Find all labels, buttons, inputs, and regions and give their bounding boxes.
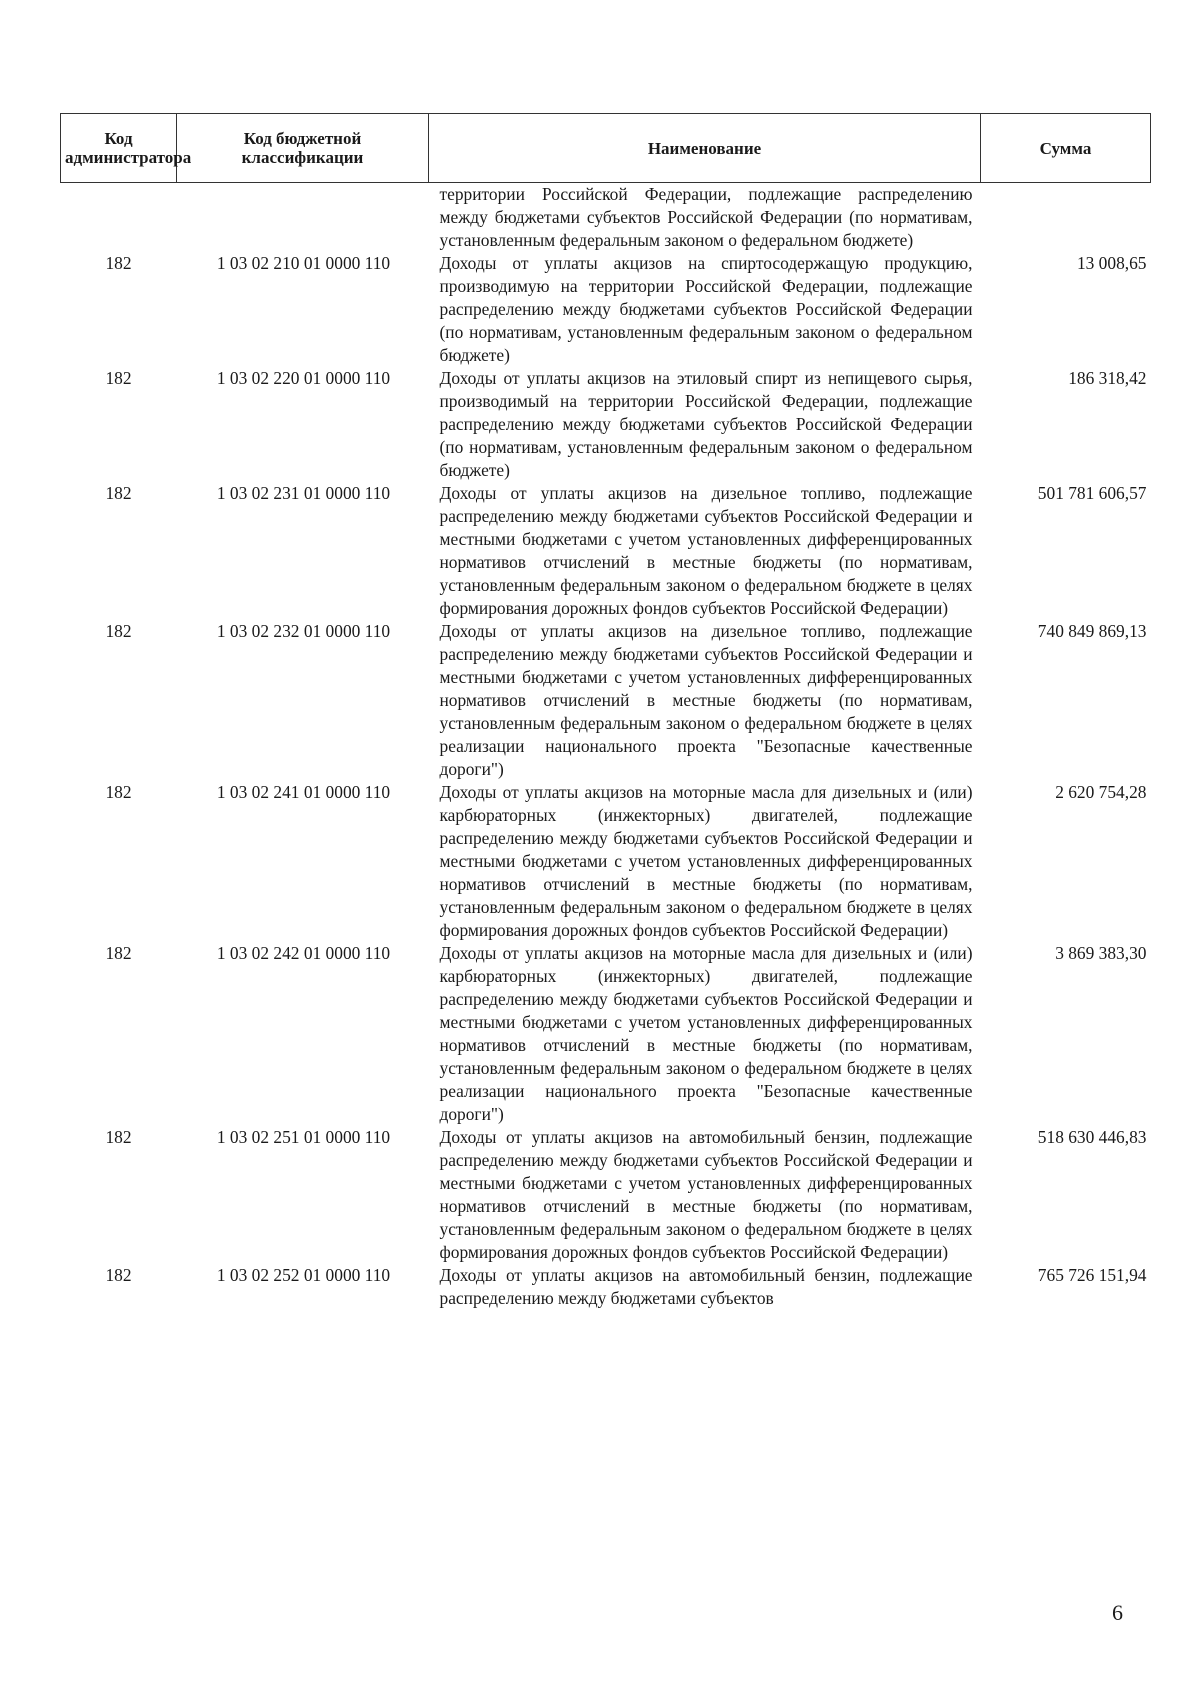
sum-cell <box>981 183 1151 253</box>
table-header <box>61 114 1151 183</box>
kbk-cell: 1 03 02 251 01 0000 110 <box>216 1127 391 1147</box>
admin-code-cell: 182 <box>105 782 132 802</box>
admin-code-cell <box>61 183 177 253</box>
sum-cell: 3 869 383,30 <box>1055 943 1147 963</box>
kbk-cell <box>177 183 429 253</box>
admin-code-cell: 182 <box>105 368 132 388</box>
table-row <box>61 252 1151 367</box>
name-cell: Доходы от уплаты акцизов на моторные масла для дизельных и (или) карбюраторных (инжекторных) двигателей, подлежащие распределению между бюджетами субъектов Российской Федерации и местными бюджетами с учетом установленных дифференцированных нормативов отчислений в местные бюджеты (по нормативам, установленным федеральным законом о федеральном бюджете в целях реализации национального проекта "Безопасные качественные дороги") <box>439 943 973 1124</box>
admin-code-cell: 182 <box>105 943 132 963</box>
name-cell: Доходы от уплаты акцизов на спиртосодержащую продукцию, производимую на территории Российской Федерации, подлежащие распределению между бюджетами субъектов Российской Федерации (по нормативам, установленным федеральным законом о федеральном бюджете) <box>439 253 973 365</box>
sum-cell: 501 781 606,57 <box>1037 483 1147 503</box>
admin-code-cell: 182 <box>105 483 132 503</box>
table-row <box>61 482 1151 620</box>
header-name: Наименование <box>429 114 981 183</box>
table-row <box>61 942 1151 1126</box>
kbk-cell: 1 03 02 210 01 0000 110 <box>216 253 391 273</box>
table-row <box>61 1264 1151 1310</box>
kbk-cell: 1 03 02 241 01 0000 110 <box>216 782 391 802</box>
name-cell: Доходы от уплаты акцизов на моторные масла для дизельных и (или) карбюраторных (инжекторных) двигателей, подлежащие распределению между бюджетами субъектов Российской Федерации и местными бюджетами с учетом установленных дифференцированных нормативов отчислений в местные бюджеты (по нормативам, установленным федеральным законом о федеральном бюджете в целях формирования дорожных фондов субъектов Российской Федерации) <box>439 782 973 940</box>
kbk-cell: 1 03 02 220 01 0000 110 <box>216 368 391 388</box>
name-cell: Доходы от уплаты акцизов на автомобильный бензин, подлежащие распределению между бюджетами субъектов Российской Федерации и местными бюджетами с учетом установленных дифференцированных нормативов отчислений в местные бюджеты (по нормативам, установленным федеральным законом о федеральном бюджете в целях формирования дорожных фондов субъектов Российской Федерации) <box>439 1127 973 1262</box>
admin-code-cell: 182 <box>105 1265 132 1285</box>
name-cell: Доходы от уплаты акцизов на этиловый спирт из непищевого сырья, производимый на территории Российской Федерации, подлежащие распределению между бюджетами субъектов Российской Федерации (по нормативам, установленным федеральным законом о федеральном бюджете) <box>439 368 973 480</box>
table-row-continuation <box>61 183 1151 253</box>
name-cell: территории Российской Федерации, подлежащие распределению между бюджетами субъектов Российской Федерации (по нормативам, установленным федеральным законом о федеральном бюджете) <box>439 184 973 250</box>
header-admin-code: Код администратора <box>61 114 177 183</box>
table-body <box>61 183 1151 1311</box>
kbk-cell: 1 03 02 232 01 0000 110 <box>216 621 391 641</box>
table-row <box>61 367 1151 482</box>
header-sum: Сумма <box>981 114 1151 183</box>
kbk-cell: 1 03 02 231 01 0000 110 <box>216 483 391 503</box>
document-page <box>60 113 1150 1310</box>
admin-code-cell: 182 <box>105 621 132 641</box>
table-row <box>61 1126 1151 1264</box>
sum-cell: 740 849 869,13 <box>1037 621 1147 641</box>
page-number: 6 <box>1112 1600 1123 1625</box>
sum-cell: 13 008,65 <box>1076 253 1147 273</box>
kbk-cell: 1 03 02 242 01 0000 110 <box>216 943 391 963</box>
sum-cell: 2 620 754,28 <box>1055 782 1147 802</box>
budget-revenue-table <box>60 113 1151 1310</box>
sum-cell: 765 726 151,94 <box>1037 1265 1147 1285</box>
header-budget-classification-code: Код бюджетной классификации <box>177 114 429 183</box>
name-cell: Доходы от уплаты акцизов на дизельное топливо, подлежащие распределению между бюджетами субъектов Российской Федерации и местными бюджетами с учетом установленных дифференцированных нормативов отчислений в местные бюджеты (по нормативам, установленным федеральным законом о федеральном бюджете в целях реализации национального проекта "Безопасные качественные дороги") <box>439 621 973 779</box>
admin-code-cell: 182 <box>105 1127 132 1147</box>
sum-cell: 186 318,42 <box>1068 368 1147 388</box>
kbk-cell: 1 03 02 252 01 0000 110 <box>216 1265 391 1285</box>
sum-cell: 518 630 446,83 <box>1037 1127 1147 1147</box>
table-row <box>61 620 1151 781</box>
table-row <box>61 781 1151 942</box>
admin-code-cell: 182 <box>105 253 132 273</box>
name-cell: Доходы от уплаты акцизов на автомобильный бензин, подлежащие распределению между бюджетами субъектов <box>439 1265 973 1308</box>
name-cell: Доходы от уплаты акцизов на дизельное топливо, подлежащие распределению между бюджетами субъектов Российской Федерации и местными бюджетами с учетом установленных дифференцированных нормативов отчислений в местные бюджеты (по нормативам, установленным федеральным законом о федеральном бюджете в целях формирования дорожных фондов субъектов Российской Федерации) <box>439 483 973 618</box>
